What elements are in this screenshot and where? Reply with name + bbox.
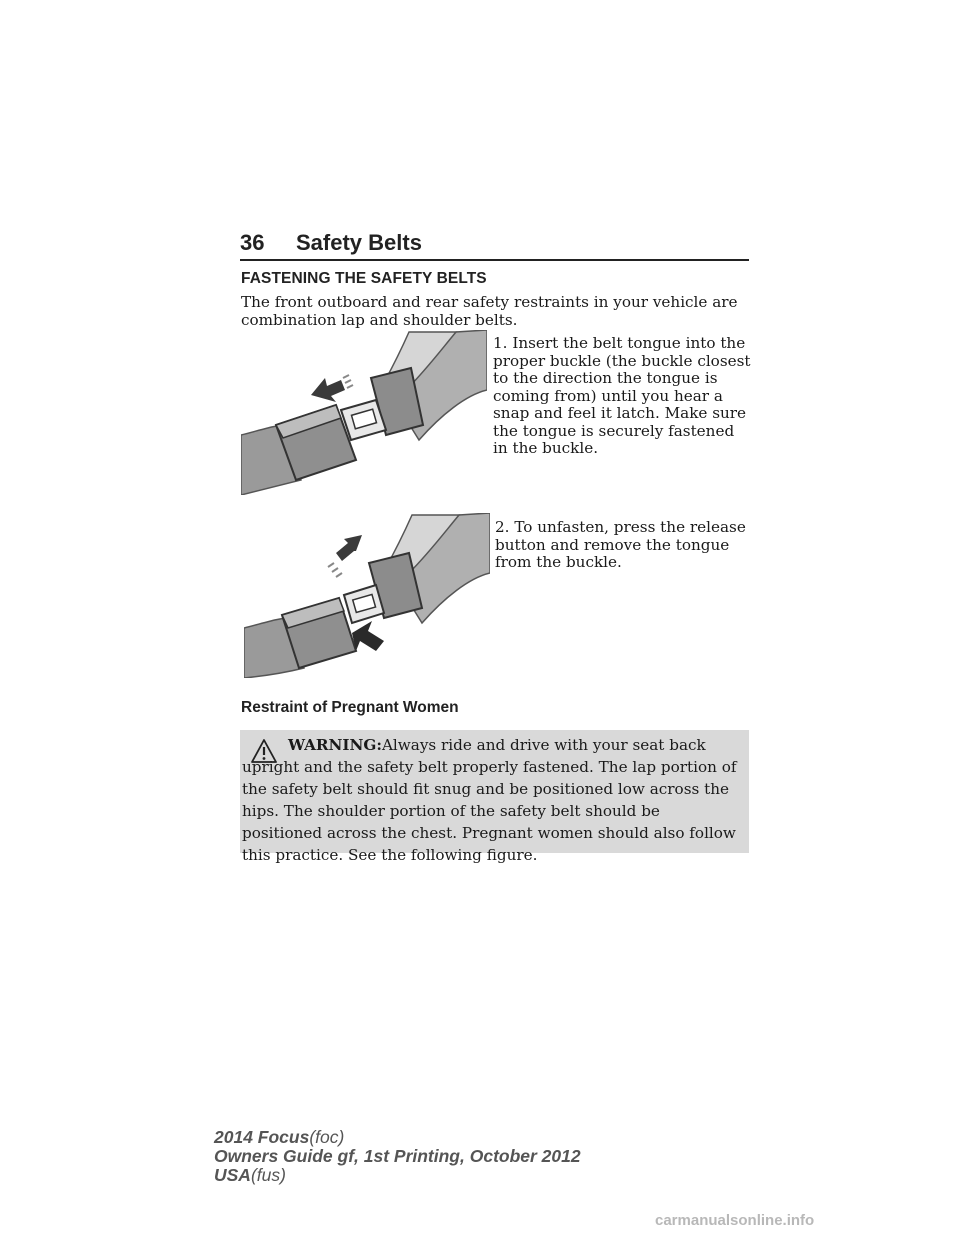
step-2-text: 2. To unfasten, press the release button and remove the tongue from the buckle. bbox=[495, 518, 746, 571]
warning-label: WARNING: bbox=[288, 736, 382, 754]
section-title: FASTENING THE SAFETY BELTS bbox=[241, 270, 487, 287]
footer-model-code: (foc) bbox=[309, 1127, 345, 1147]
chapter-title: Safety Belts bbox=[296, 230, 422, 255]
footer-guide: Owners Guide gf, 1st Printing, October 2012 bbox=[214, 1146, 581, 1166]
intro-paragraph: The front outboard and rear safety restraints in your vehicle are combination lap and shoulder belts. bbox=[241, 293, 738, 329]
footer-region-code: (fus) bbox=[250, 1165, 286, 1185]
belt-insert-illustration bbox=[241, 330, 487, 495]
footer-line-2 bbox=[214, 1147, 581, 1166]
step-1-text: 1. Insert the belt tongue into the proper buckle (the buckle closest to the direction the tongue is coming from) until you hear a snap and feel it latch. Make sure the tongue is securely fastened in the buckle. bbox=[493, 334, 751, 457]
page-number: 36 bbox=[240, 230, 265, 255]
watermark: carmanualsonline.info bbox=[655, 1212, 815, 1229]
header-divider bbox=[240, 259, 749, 261]
footer-line-3 bbox=[214, 1166, 286, 1185]
footer-model: 2014 Focus bbox=[214, 1127, 310, 1147]
warning-body: Always ride and drive with your seat back upright and the safety belt properly fastened. The lap portion of the safety belt should fit snug and be positioned low across the hips. The shoulder portion of the safety belt should be positioned across the chest. Pregnant women should also follow this practice. See the following figure. bbox=[242, 736, 737, 864]
subsection-title: Restraint of Pregnant Women bbox=[241, 699, 459, 716]
belt-release-illustration bbox=[244, 513, 490, 678]
footer-region: USA bbox=[214, 1165, 251, 1185]
footer-line-1 bbox=[214, 1128, 344, 1147]
warning-text bbox=[242, 734, 742, 866]
